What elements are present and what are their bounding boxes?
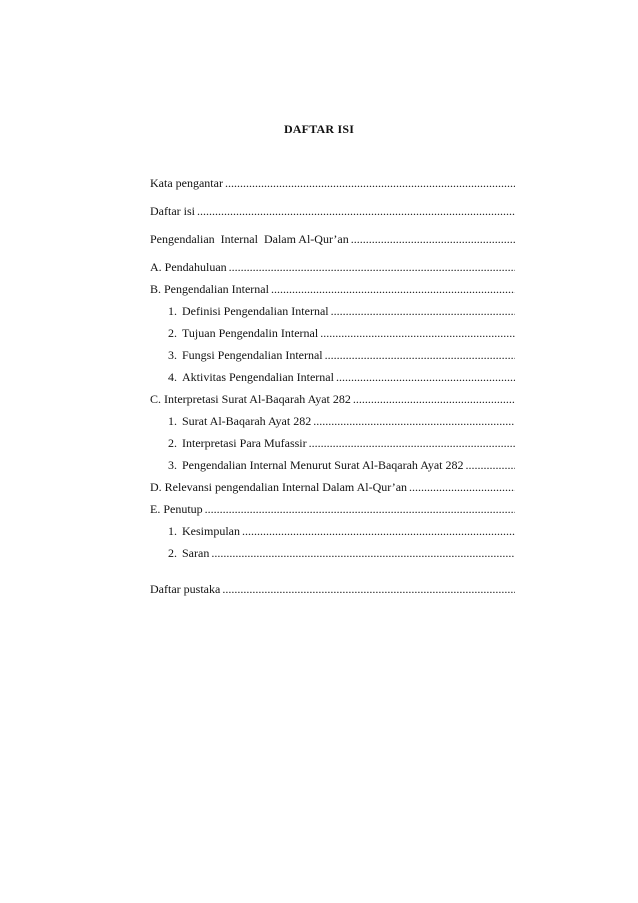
toc-entry-penutup[interactable] bbox=[150, 502, 515, 516]
toc-entry-label: E. Penutup bbox=[150, 502, 203, 516]
toc-entry-saran[interactable] bbox=[168, 546, 515, 560]
toc-entry-label: Interpretasi Para Mufassir bbox=[182, 436, 307, 450]
dot-leader bbox=[271, 282, 515, 296]
toc-entry-label: Aktivitas Pengendalian Internal bbox=[182, 370, 334, 384]
dot-leader bbox=[336, 370, 515, 384]
toc-entry-daftar-isi[interactable] bbox=[150, 204, 515, 218]
toc-entry-definisi[interactable] bbox=[168, 304, 515, 318]
dot-leader bbox=[229, 260, 515, 274]
toc-entry-number: 2. bbox=[168, 436, 177, 450]
toc-entry-relevansi[interactable] bbox=[150, 480, 515, 494]
dot-leader bbox=[313, 414, 515, 428]
toc-entry-kesimpulan[interactable] bbox=[168, 524, 515, 538]
toc-entry-label: D. Relevansi pengendalian Internal Dalam Al-Qur’an bbox=[150, 480, 408, 494]
dot-leader bbox=[353, 392, 515, 406]
toc-entry-label: Tujuan Pengendalin Internal bbox=[182, 326, 319, 340]
toc-entry-fungsi[interactable] bbox=[168, 348, 515, 362]
toc-entry-label: Daftar pustaka bbox=[150, 582, 221, 596]
toc-entry-label: Pengendalian Internal Dalam Al-Qur’an bbox=[150, 232, 349, 246]
toc-entry-number: 1. bbox=[168, 524, 177, 538]
toc-entry-label: A. Pendahuluan bbox=[150, 260, 227, 274]
toc-entry-number: 1. bbox=[168, 304, 177, 318]
dot-leader bbox=[466, 458, 516, 472]
toc-entry-label: Saran bbox=[182, 546, 210, 560]
dot-leader bbox=[205, 502, 515, 516]
toc-entry-interpretasi-para-mufassir[interactable] bbox=[168, 436, 515, 450]
toc-entry-number: 3. bbox=[168, 348, 177, 362]
toc-entry-daftar-pustaka[interactable] bbox=[150, 582, 515, 596]
dot-leader bbox=[225, 176, 515, 190]
toc-entry-label: Definisi Pengendalian Internal bbox=[182, 304, 329, 318]
toc-entry-label: B. Pengendalian Internal bbox=[150, 282, 269, 296]
toc-entry-number: 2. bbox=[168, 546, 177, 560]
toc-entry-label: Kesimpulan bbox=[182, 524, 240, 538]
dot-leader bbox=[320, 326, 515, 340]
toc-entry-surat-al-baqarah[interactable] bbox=[168, 414, 515, 428]
toc-entry-tujuan[interactable] bbox=[168, 326, 515, 340]
toc-entry-label: Fungsi Pengendalian Internal bbox=[182, 348, 323, 362]
dot-leader bbox=[242, 524, 515, 538]
dot-leader bbox=[197, 204, 515, 218]
toc-entry-aktivitas[interactable] bbox=[168, 370, 515, 384]
dot-leader bbox=[309, 436, 515, 450]
toc-entry-label: Kata pengantar bbox=[150, 176, 223, 190]
toc-entry-number: 3. bbox=[168, 458, 177, 472]
toc-entry-kata-pengantar[interactable] bbox=[150, 176, 515, 190]
toc-entry-number: 1. bbox=[168, 414, 177, 428]
dot-leader bbox=[351, 232, 515, 246]
toc-entry-label: Pengendalian Internal Menurut Surat Al-Baqarah Ayat 282 bbox=[182, 458, 464, 472]
toc-entry-interpretasi-surat[interactable] bbox=[150, 392, 515, 406]
toc-entry-pengendalian-menurut-surat[interactable] bbox=[168, 458, 515, 472]
dot-leader bbox=[325, 348, 515, 362]
dot-leader bbox=[211, 546, 515, 560]
toc-entry-pengendalian-internal[interactable] bbox=[150, 282, 515, 296]
dot-leader bbox=[222, 582, 515, 596]
toc-entry-number: 2. bbox=[168, 326, 177, 340]
dot-leader bbox=[331, 304, 515, 318]
toc-entry-number: 4. bbox=[168, 370, 177, 384]
toc-entry-pengendalian-internal-dalam-al-quran[interactable] bbox=[150, 232, 515, 246]
toc-entry-label: C. Interpretasi Surat Al-Baqarah Ayat 282 bbox=[150, 392, 351, 406]
toc-entry-label: Daftar isi bbox=[150, 204, 195, 218]
page-title: DAFTAR ISI bbox=[283, 122, 355, 136]
toc-entry-label: Surat Al-Baqarah Ayat 282 bbox=[182, 414, 312, 428]
toc-entry-pendahuluan[interactable] bbox=[150, 260, 515, 274]
dot-leader bbox=[409, 480, 515, 494]
